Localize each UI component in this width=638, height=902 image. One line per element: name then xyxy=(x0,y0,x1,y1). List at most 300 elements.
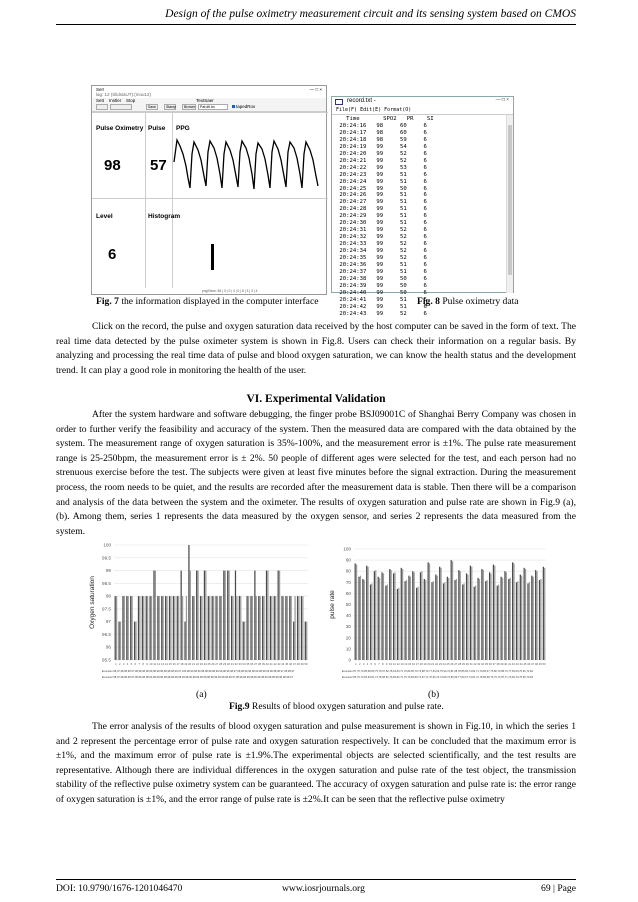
bar-series1 xyxy=(393,573,394,660)
x-tick-label: 29 xyxy=(461,662,466,666)
bar-series2 xyxy=(190,571,191,660)
bar-series1 xyxy=(535,570,536,660)
menu-instler[interactable]: Instler xyxy=(109,98,122,103)
bar-series2 xyxy=(178,596,179,660)
bar-series2 xyxy=(544,568,545,660)
bar-series1 xyxy=(142,596,143,660)
y-tick-label: 80 xyxy=(345,568,351,574)
bar-series2 xyxy=(174,596,175,660)
bar-series1 xyxy=(443,583,444,660)
bar-series1 xyxy=(254,571,255,660)
bar-series2 xyxy=(425,580,426,660)
ppg-label: PPG xyxy=(176,125,190,132)
bar-series1 xyxy=(485,581,486,660)
bar-series2 xyxy=(221,596,222,660)
bar-series1 xyxy=(274,596,275,660)
bar-series2 xyxy=(521,576,522,660)
record-row: 20:24:31 99 52 6 xyxy=(336,227,427,234)
x-tick-label: 25 xyxy=(207,662,211,666)
bar-series2 xyxy=(256,596,257,660)
bar-series1 xyxy=(385,586,386,660)
bar-series2 xyxy=(429,563,430,660)
x-tick-label: 30 xyxy=(226,662,231,666)
bar-series1 xyxy=(223,571,224,660)
x-tick-label: 48 xyxy=(296,662,300,666)
window-controls[interactable]: — □ × xyxy=(309,87,322,92)
bar-series2 xyxy=(414,572,415,660)
bar-series2 xyxy=(444,582,445,660)
bar-series1 xyxy=(122,596,123,660)
record-row: 20:24:40 99 50 6 xyxy=(336,289,427,296)
record-row: 20:24:39 99 50 6 xyxy=(336,282,427,289)
bar-series2 xyxy=(143,596,144,660)
bar-series1 xyxy=(235,571,236,660)
x-tick-label: 49 xyxy=(538,662,542,666)
y-tick-label: 60 xyxy=(345,590,351,596)
y-tick-label: 96.5 xyxy=(102,631,111,637)
append-checkbox[interactable] xyxy=(232,104,255,109)
bar-series2 xyxy=(159,596,160,660)
level-label: Level xyxy=(96,213,113,220)
x-tick-label: 4 xyxy=(366,662,369,666)
record-row: 20:24:41 99 51 6 xyxy=(336,296,427,303)
fig9b-label: (b) xyxy=(428,689,440,700)
record-row: 20:24:21 99 52 6 xyxy=(336,157,427,164)
x-tick-label: 41 xyxy=(269,662,273,666)
x-tick-label: 10 xyxy=(149,662,153,666)
fig9a-label: (a) xyxy=(196,689,207,700)
notepad-menu[interactable]: File(F) Edit(E) Format(O) xyxy=(336,107,412,113)
bar-series1 xyxy=(481,569,482,660)
bar-series2 xyxy=(248,596,249,660)
x-tick-label: 37 xyxy=(492,662,496,666)
bar-series1 xyxy=(516,582,517,660)
menu-sett[interactable]: Sett xyxy=(96,98,105,103)
x-tick-label: 15 xyxy=(408,662,412,666)
bar-series2 xyxy=(287,596,288,660)
x-tick-label: 13 xyxy=(400,662,404,666)
x-tick-label: 40 xyxy=(265,662,269,666)
bar-series2 xyxy=(170,596,171,660)
bar-series1 xyxy=(458,570,459,660)
x-tick-label: 20 xyxy=(188,662,192,666)
bar-series2 xyxy=(371,583,372,660)
bar-series1 xyxy=(270,596,271,660)
bar-series2 xyxy=(291,596,292,660)
bar-series2 xyxy=(275,596,276,660)
bar-series1 xyxy=(227,571,228,660)
paragraph-1: Click on the record, the pulse and oxygen saturation data received by the host computer can be saved in the form of text. The real time data detected by the pulse oximeter system is shown in Fig.8. Users can check their information on a regular basis. By analyzing and processing the real time data of pulse and blood oxygen saturation, we can know the health status and the development trend. It can play a good role in monitoring the health of the user. xyxy=(56,321,576,376)
bar-series1 xyxy=(169,596,170,660)
bar-series2 xyxy=(151,596,152,660)
bar-series2 xyxy=(279,571,280,660)
bar-series1 xyxy=(165,596,166,660)
x-tick-label: 25 xyxy=(446,662,450,666)
bar-series2 xyxy=(120,622,121,660)
bar-series1 xyxy=(424,579,425,660)
legend-series2: ■ series2 98,97,98,98,98,97,98,98,98,98,99,98,98,98,98,98,98,98,98,99,98,99,98,99,98,98,98,98,99,99,98,98,98,97,98,98,98,98,98,99,98,98,99,98,98,98,98,98,98,97 xyxy=(102,676,293,679)
bar-series1 xyxy=(428,562,429,660)
bar-series2 xyxy=(252,596,253,660)
bar-series1 xyxy=(431,582,432,660)
bar-series2 xyxy=(463,583,464,660)
x-tick-label: 2 xyxy=(119,662,121,666)
legend-series1: ■ series1 98,97,98,98,98,97,98,98,98,98,99,98,98,98,98,98,98,99,97,100,98,99,98,99,98,98,98,98,99,99,98,99,98,97,98,98,99,98,98,99,98,98,99,98,98,98,97,98,98,97 xyxy=(102,670,295,673)
record-row: 20:24:36 99 51 6 xyxy=(336,262,427,269)
x-tick-label: 28 xyxy=(219,662,223,666)
x-tick-label: 17 xyxy=(415,662,419,666)
bar-series1 xyxy=(134,622,135,660)
notepad-content[interactable] xyxy=(336,116,434,318)
bar-series2 xyxy=(402,569,403,660)
bar-series1 xyxy=(239,596,240,660)
bar-series2 xyxy=(498,585,499,660)
bar-series2 xyxy=(460,571,461,660)
bar-series1 xyxy=(243,622,244,660)
bar-series1 xyxy=(305,622,306,660)
bar-series1 xyxy=(157,596,158,660)
x-tick-label: 35 xyxy=(484,662,489,666)
bar-series1 xyxy=(250,596,251,660)
bar-series2 xyxy=(502,578,503,660)
x-tick-label: 43 xyxy=(277,662,281,666)
bar-series2 xyxy=(201,596,202,660)
y-tick-label: 97 xyxy=(105,619,111,625)
bar-series1 xyxy=(474,587,475,660)
footer-doi: DOI: 10.9790/1676-1201046470 xyxy=(56,883,183,894)
record-row: 20:24:23 99 51 6 xyxy=(336,171,427,178)
y-tick-label: 96 xyxy=(105,644,111,650)
status-bar: pngShow: 84 | 3 | 0 | 4 | 0 | 8 | 3 | 3 | 4 xyxy=(202,289,258,293)
pulse-readout: 57 xyxy=(150,157,167,174)
notepad-scrollbar[interactable] xyxy=(506,115,513,293)
bar-series2 xyxy=(228,571,229,660)
x-tick-label: 10 xyxy=(388,662,393,666)
pulse-oximetry-label: Pulse Oximetry xyxy=(96,125,144,132)
x-tick-label: 36 xyxy=(250,662,254,666)
bar-series1 xyxy=(381,572,382,660)
x-tick-label: 3 xyxy=(122,662,125,666)
bar-series1 xyxy=(150,596,151,660)
x-tick-label: 36 xyxy=(488,662,492,666)
bar-series1 xyxy=(520,575,521,660)
x-tick-label: 46 xyxy=(288,662,293,666)
y-axis-label: Oxygen saturation xyxy=(89,576,96,629)
ppg-waveform xyxy=(174,132,326,196)
bar-series2 xyxy=(182,596,183,660)
bar-series1 xyxy=(504,571,505,660)
bar-series1 xyxy=(278,571,279,660)
bar-series2 xyxy=(513,563,514,660)
bar-series1 xyxy=(153,571,154,660)
footer-rule xyxy=(56,879,576,880)
bar-series2 xyxy=(194,596,195,660)
bar-series2 xyxy=(236,596,237,660)
fig8-caption-text: Pulse oximetry data xyxy=(439,296,519,307)
bar-series1 xyxy=(219,596,220,660)
bar-series1 xyxy=(524,568,525,660)
record-row: 20:24:35 99 52 6 xyxy=(336,255,427,262)
menu-stop[interactable]: Stop xyxy=(126,98,136,103)
record-row: 20:24:30 99 51 6 xyxy=(336,220,427,227)
bar-series2 xyxy=(452,561,453,660)
bar-series1 xyxy=(208,596,209,660)
x-tick-label: 11 xyxy=(153,662,157,666)
save-path-input[interactable]: Pat:dtl.txt xyxy=(198,104,228,110)
pulse-label: Pulse xyxy=(148,125,166,132)
bar-series1 xyxy=(412,571,413,660)
record-row: 20:24:38 99 50 6 xyxy=(336,275,427,282)
bar-series1 xyxy=(266,571,267,660)
x-tick-label: 26 xyxy=(450,662,454,666)
x-tick-label: 20 xyxy=(427,662,431,666)
bar-series2 xyxy=(471,567,472,660)
bar-series2 xyxy=(533,577,534,660)
footer-site: www.iosrjournals.org xyxy=(282,883,365,894)
bar-series2 xyxy=(506,572,507,660)
bar-series1 xyxy=(493,565,494,660)
fig9-caption xyxy=(229,701,444,712)
bar-series1 xyxy=(466,573,467,660)
bar-series2 xyxy=(267,571,268,660)
bar-series1 xyxy=(435,575,436,660)
bar-series2 xyxy=(124,596,125,660)
bar-series2 xyxy=(263,596,264,660)
bar-series1 xyxy=(404,581,405,660)
x-tick-label: 21 xyxy=(431,662,435,666)
record-row: 20:24:29 99 51 6 xyxy=(336,213,427,220)
record-row: 20:24:42 99 51 6 xyxy=(336,303,427,310)
x-tick-label: 33 xyxy=(477,662,481,666)
bar-series2 xyxy=(490,573,491,660)
bar-series1 xyxy=(470,566,471,660)
save-button[interactable]: Save xyxy=(146,104,158,110)
bar-series1 xyxy=(355,563,356,660)
append-label: tapedRov xyxy=(236,104,256,109)
bar-series1 xyxy=(196,571,197,660)
x-tick-label: 8 xyxy=(142,662,144,666)
bar-series1 xyxy=(416,588,417,660)
fig9-caption-text: Results of blood oxygen saturation and pulse rate. xyxy=(249,701,444,712)
record-row: 20:24:27 99 51 6 xyxy=(336,199,427,206)
y-axis-label: pulse rate xyxy=(329,590,336,619)
bar-series1 xyxy=(489,572,490,660)
x-tick-label: 43 xyxy=(515,662,519,666)
bar-series2 xyxy=(205,571,206,660)
section-heading: VI. Experimental Validation xyxy=(246,393,386,405)
x-tick-label: 34 xyxy=(242,662,246,666)
histogram-bar xyxy=(211,244,214,270)
x-tick-label: 7 xyxy=(378,662,380,666)
x-tick-label: 40 xyxy=(504,662,508,666)
record-row: 20:24:22 99 53 6 xyxy=(336,164,427,171)
x-tick-label: 39 xyxy=(261,662,265,666)
bar-series1 xyxy=(366,566,367,660)
app-subtitle: lag: 12 (SlidsiaUT):(mou12) xyxy=(96,92,152,97)
x-tick-label: 49 xyxy=(300,662,304,666)
x-tick-label: 5 xyxy=(370,662,373,666)
bar-series1 xyxy=(447,577,448,660)
fig8-caption xyxy=(417,296,519,307)
bar-series2 xyxy=(383,573,384,660)
x-tick-label: 38 xyxy=(496,662,500,666)
x-tick-label: 45 xyxy=(523,662,527,666)
bar-series2 xyxy=(271,596,272,660)
spo2-readout: 98 xyxy=(104,157,121,174)
bar-series2 xyxy=(213,596,214,660)
bar-series1 xyxy=(258,596,259,660)
x-tick-label: 42 xyxy=(511,662,515,666)
y-tick-label: 100 xyxy=(103,542,111,548)
x-tick-label: 21 xyxy=(191,662,196,666)
stamp-button[interactable]: Stamp xyxy=(166,105,177,109)
bar-series2 xyxy=(391,570,392,660)
bar-series2 xyxy=(410,577,411,660)
fig9-caption-label: Fig.9 xyxy=(229,701,250,712)
x-tick-label: 48 xyxy=(534,662,538,666)
bar-series2 xyxy=(536,571,537,660)
x-tick-label: 39 xyxy=(500,662,504,666)
notepad-icon xyxy=(335,99,343,105)
x-tick-label: 31 xyxy=(230,662,234,666)
x-tick-label: 35 xyxy=(246,662,250,666)
baud-select[interactable] xyxy=(110,104,132,110)
x-tick-label: 37 xyxy=(254,662,258,666)
bar-series1 xyxy=(451,560,452,660)
y-tick-label: 90 xyxy=(345,557,351,563)
bar-series1 xyxy=(177,596,178,660)
x-tick-label: 18 xyxy=(419,662,423,666)
bar-series1 xyxy=(115,596,116,660)
paragraph-2: After the system hardware and software debugging, the finger probe BSJ09001C of Shanghai Berry Company was chosen in order to further verify the feasibility and accuracy of the system. Then the measured data are compared with the data obtained by the system. The measurement range of oxygen saturation is 35%-100%, and the measurement error is ±1%. The pulse rate measurement range is 25-250bpm, the measurement error is ± 2%. 50 people of different ages were selected for the test, and each person had no strenuous exercise before the test. The subjects were given at least five minutes before the signal extraction. During the measurement process, the room needs to be quiet, and the results are recorded after the measurement data is stable. Then there will be a comparison and analysis of the data between the system and the oximeter. The results of oxygen saturation and pulse rate are shown in Fig.9 (a), (b). Among them, series 1 represents the data measured by the oxygen sensor, and series 2 represents the data measured from the system. xyxy=(56,409,576,537)
bar-series1 xyxy=(497,586,498,660)
bar-series2 xyxy=(483,570,484,660)
bar-series2 xyxy=(475,586,476,660)
bar-series1 xyxy=(204,571,205,660)
record-row: 20:24:37 99 51 6 xyxy=(336,268,427,275)
x-tick-label: 6 xyxy=(134,662,137,666)
bar-series2 xyxy=(356,565,357,660)
bar-series1 xyxy=(420,572,421,660)
bar-series1 xyxy=(500,577,501,660)
bar-series1 xyxy=(370,585,371,660)
bar-series1 xyxy=(508,579,509,660)
fig8-caption-label: Fig. 8 xyxy=(417,296,440,307)
x-tick-label: 2 xyxy=(358,662,361,666)
bar-series2 xyxy=(135,622,136,660)
x-tick-label: 24 xyxy=(442,662,446,666)
record-row: 20:24:16 98 60 6 xyxy=(336,122,427,129)
bar-series2 xyxy=(128,596,129,660)
bar-series2 xyxy=(494,566,495,660)
bar-series2 xyxy=(456,579,457,660)
x-tick-label: 16 xyxy=(172,662,176,666)
bar-series2 xyxy=(360,576,361,660)
bar-series2 xyxy=(217,596,218,660)
fig7-caption-label: Fig. 7 xyxy=(96,296,119,307)
bar-series1 xyxy=(289,596,290,660)
notepad-window-controls[interactable]: — □ × xyxy=(495,98,509,103)
bar-series1 xyxy=(401,568,402,660)
bar-series1 xyxy=(138,596,139,660)
bar-series1 xyxy=(527,583,528,660)
bar-series1 xyxy=(262,596,263,660)
bar-series1 xyxy=(301,596,302,660)
bar-series2 xyxy=(367,567,368,660)
x-tick-label: 6 xyxy=(374,662,376,666)
bar-series1 xyxy=(247,596,248,660)
record-row: 20:24:28 99 51 6 xyxy=(336,206,427,213)
bar-series2 xyxy=(387,585,388,660)
bar-series2 xyxy=(479,579,480,660)
y-tick-label: 40 xyxy=(345,613,351,619)
chart-pulse-rate xyxy=(330,537,550,685)
bar-series1 xyxy=(281,596,282,660)
bar-series2 xyxy=(186,596,187,660)
x-tick-label: 14 xyxy=(164,662,168,666)
bar-series2 xyxy=(433,581,434,660)
bar-series2 xyxy=(540,579,541,660)
record-row: 20:24:33 99 52 6 xyxy=(336,241,427,248)
x-tick-label: 47 xyxy=(292,662,296,666)
bar-series1 xyxy=(188,545,189,660)
bar-series2 xyxy=(406,580,407,660)
bar-series1 xyxy=(512,562,513,660)
port-select[interactable] xyxy=(96,104,108,110)
bar-series1 xyxy=(161,596,162,660)
legend-series1: ■ series1 87,75,73,85,68,80,75,79,67,82,78,64,83,71,76,80,65,79,73,88,70,77,84,69,75,90,72,81,68,78,85,66,74,82,71,79,86,67,75,80,73,88,70,77,83,69,76,81,72,84 xyxy=(342,670,533,673)
y-tick-label: 99 xyxy=(105,568,111,574)
bar-series1 xyxy=(408,576,409,660)
paragraph-3: The error analysis of the results of blood oxygen saturation and pulse measurement is shown in Fig.10, in which the series 1 and 2 represent the percentage error of pulse rate and oxygen saturation respectively. It can be concluded that the maximum error is ±1%, and the maximum error of pulse rate is ±1.9%.The experimental objects are selected scientifically, and the test results are representative. Although there are individual differences in the oxygen saturation and pulse rate of the test object, the transmission stability of the reflective pulse oximetry system can be guaranteed. The accuracy of oxygen saturation and pulse rate is: the error range of oxygen saturation is ±1%, and the error range of pulse rate is ±2%.It can be seen that the reflective pulse oximetry xyxy=(56,721,576,805)
bar-series1 xyxy=(297,596,298,660)
bar-series2 xyxy=(379,578,380,660)
x-tick-label: 38 xyxy=(257,662,262,666)
notepad-title: record.txt - xyxy=(347,98,376,104)
record-row: 20:24:20 99 52 6 xyxy=(336,150,427,157)
bar-series2 xyxy=(517,581,518,660)
bar-series1 xyxy=(378,577,379,660)
bar-series2 xyxy=(421,571,422,660)
bar-series1 xyxy=(184,622,185,660)
bar-series2 xyxy=(467,575,468,660)
bar-series1 xyxy=(543,567,544,660)
bar-series2 xyxy=(225,571,226,660)
x-tick-label: 5 xyxy=(130,662,133,666)
x-tick-label: 31 xyxy=(469,662,473,666)
x-tick-label: 12 xyxy=(157,662,161,666)
x-tick-label: 44 xyxy=(519,662,523,666)
x-tick-label: 16 xyxy=(411,662,416,666)
x-tick-label: 29 xyxy=(223,662,227,666)
y-tick-label: 95.5 xyxy=(102,657,111,663)
bar-series2 xyxy=(294,596,295,660)
bar-series2 xyxy=(147,596,148,660)
y-tick-label: 30 xyxy=(345,624,351,630)
bar-series1 xyxy=(126,596,127,660)
browse-button[interactable]: Brower xyxy=(184,105,196,109)
record-row: 20:24:26 99 51 6 xyxy=(336,192,427,199)
x-tick-label: 50 xyxy=(542,662,546,666)
record-row: 20:24:24 99 51 6 xyxy=(336,178,427,185)
bar-series1 xyxy=(146,596,147,660)
bar-series1 xyxy=(439,567,440,660)
x-tick-label: 18 xyxy=(180,662,184,666)
x-tick-label: 7 xyxy=(138,662,141,666)
bar-series1 xyxy=(477,578,478,660)
bar-series2 xyxy=(525,569,526,660)
x-tick-label: 13 xyxy=(160,662,165,666)
